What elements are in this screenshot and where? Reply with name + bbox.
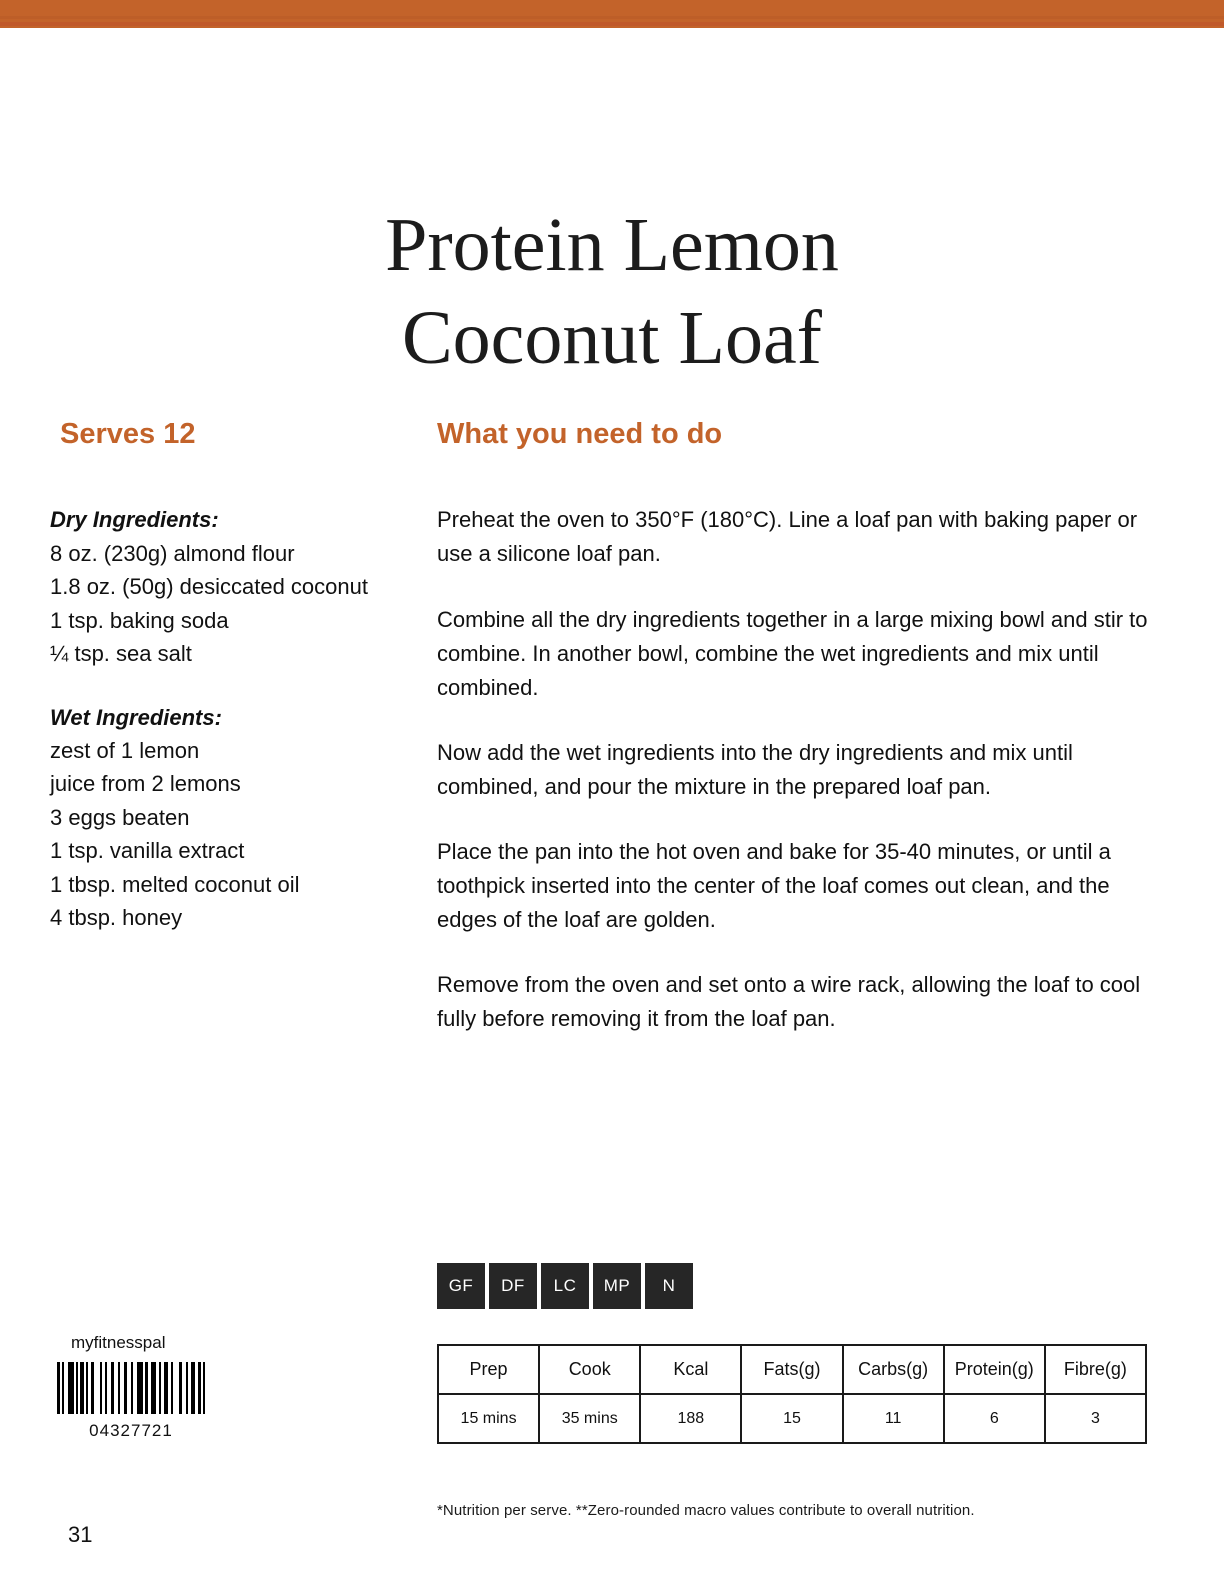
column-header-protein: Protein(g) [944, 1345, 1045, 1394]
dry-ingredients-list [50, 537, 400, 671]
badge-gluten-free: GF [437, 1263, 485, 1309]
top-accent-band [0, 0, 1224, 28]
brand-name: myfitnesspal [71, 1333, 166, 1352]
band-stripe-upper [0, 16, 1224, 19]
ingredients-column [50, 418, 400, 935]
nutrition-note: *Nutrition per serve. **Zero-rounded macro values contribute to overall nutrition. [437, 1502, 975, 1519]
page-title [0, 199, 1224, 384]
value-protein: 6 [944, 1394, 1045, 1443]
page-title-line-1: Protein Lemon [385, 202, 839, 287]
method-column [437, 418, 1149, 1036]
value-kcal: 188 [640, 1394, 741, 1443]
serves-heading: Serves 12 [60, 418, 196, 450]
method-step: Combine all the dry ingredients together in a large mixing bowl and stir to combine. In another bowl, combine the wet ingredients and mix until combined. [437, 606, 1148, 700]
table-row [438, 1394, 1146, 1443]
band-stripe-lower [0, 22, 1224, 26]
wet-ingredients-list [50, 734, 400, 935]
list-item: 1 tsp. baking soda [50, 607, 229, 633]
barcode-number: 04327721 [89, 1421, 173, 1440]
page-title-line-2: Coconut Loaf [401, 295, 822, 380]
list-item: 3 eggs beaten [50, 804, 190, 830]
wet-ingredients-group [50, 701, 400, 935]
dry-ingredients-heading: Dry Ingredients: [50, 507, 219, 533]
page-number: 31 [68, 1522, 93, 1547]
list-item: zest of 1 lemon [50, 737, 200, 763]
value-cook: 35 mins [539, 1394, 640, 1443]
column-header-cook: Cook [539, 1345, 640, 1394]
column-header-kcal: Kcal [640, 1345, 741, 1394]
method-step: Now add the wet ingredients into the dry ingredients and mix until combined, and pour the mixture in the prepared loaf pan. [437, 739, 1073, 799]
list-item: juice from 2 lemons [50, 771, 241, 797]
badge-low-carb: LC [541, 1263, 589, 1309]
column-header-fats: Fats(g) [741, 1345, 842, 1394]
nutrition-table [437, 1344, 1147, 1444]
list-item: 1 tbsp. melted coconut oil [50, 871, 300, 897]
brand-barcode-block [57, 1333, 247, 1441]
list-item: 1.8 oz. (50g) desiccated coconut [50, 574, 368, 600]
value-carbs: 11 [843, 1394, 944, 1443]
barcode-icon [57, 1362, 205, 1414]
method-step: Place the pan into the hot oven and bake for 35-40 minutes, or until a toothpick inserted into the center of the loaf comes out clean, and the edges of the loaf are golden. [437, 839, 1111, 933]
value-prep: 15 mins [438, 1394, 539, 1443]
value-fibre: 3 [1045, 1394, 1146, 1443]
value-fats: 15 [741, 1394, 842, 1443]
list-item: 8 oz. (230g) almond flour [50, 540, 295, 566]
list-item: 1 tsp. vanilla extract [50, 838, 245, 864]
wet-ingredients-heading: Wet Ingredients: [50, 704, 222, 730]
dry-ingredients-group [50, 503, 400, 670]
column-header-prep: Prep [438, 1345, 539, 1394]
badge-meal-prep: MP [593, 1263, 641, 1309]
column-header-fibre: Fibre(g) [1045, 1345, 1146, 1394]
table-header-row [438, 1345, 1146, 1394]
method-step: Remove from the oven and set onto a wire rack, allowing the loaf to cool fully before removing it from the loaf pan. [437, 972, 1141, 1032]
list-item: 4 tbsp. honey [50, 905, 183, 931]
badge-dairy-free: DF [489, 1263, 537, 1309]
method-heading: What you need to do [437, 418, 723, 450]
list-item: ¼ tsp. sea salt [50, 641, 192, 667]
column-header-carbs: Carbs(g) [843, 1345, 944, 1394]
method-step: Preheat the oven to 350°F (180°C). Line a loaf pan with baking paper or use a silicone loaf pan. [437, 507, 1138, 567]
diet-badges [437, 1263, 693, 1309]
badge-nuts: N [645, 1263, 693, 1309]
